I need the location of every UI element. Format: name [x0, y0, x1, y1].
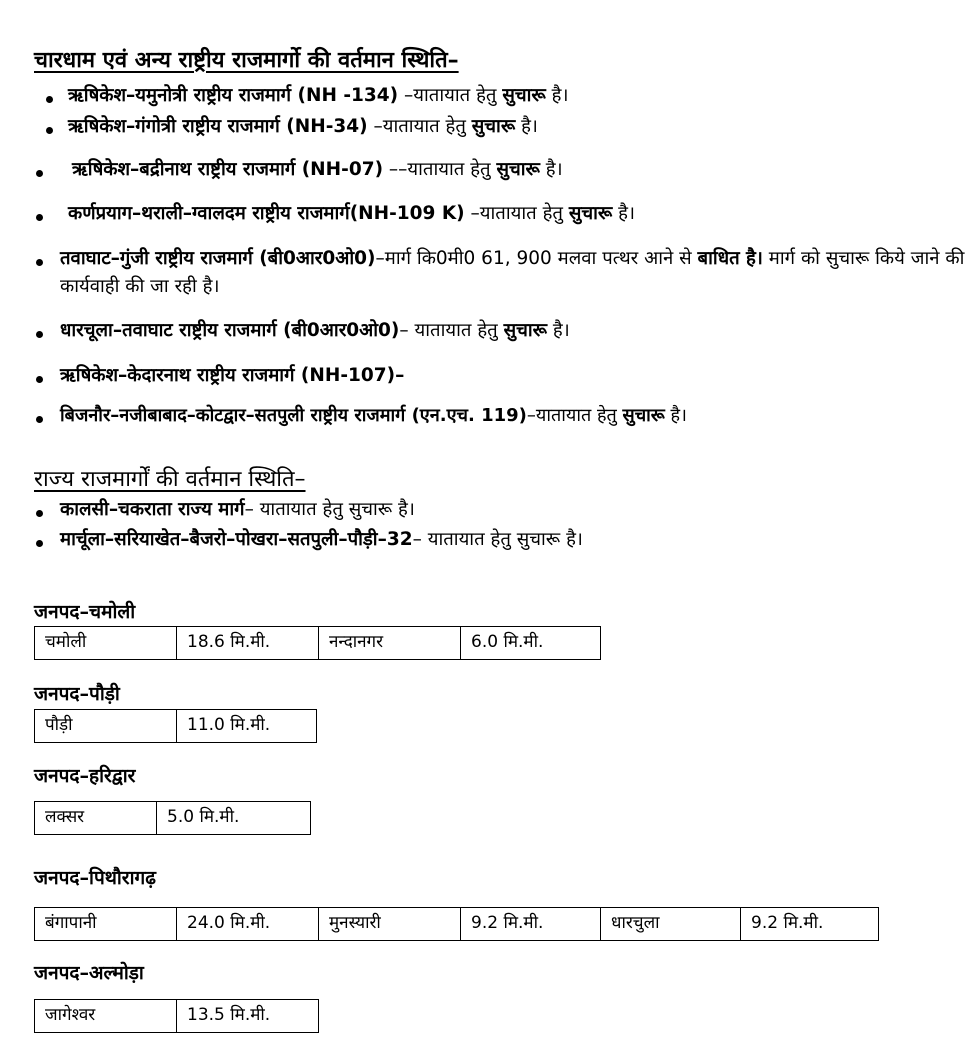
section-heading-state-highways: राज्य राजमार्गों की वर्तमान स्थिति– — [34, 467, 306, 492]
highway-name: ऋषिकेश–बद्रीनाथ राष्ट्रीय राजमार्ग (NH-07) — [72, 159, 384, 180]
station-cell: बंगापानी — [35, 908, 177, 941]
station-cell: मुनस्यारी — [319, 908, 461, 941]
bullet — [36, 416, 43, 423]
status-tail: है। — [545, 85, 569, 106]
status-tail: है। — [547, 320, 570, 341]
station-cell: पौड़ी — [35, 710, 177, 743]
highway-status-item — [68, 200, 635, 228]
station-cell: चमोली — [35, 627, 177, 660]
table-row — [35, 1000, 319, 1033]
status-text: – यातायात हेतु सुचारू है। — [412, 529, 583, 550]
status-value: सुचारू — [622, 405, 665, 426]
rainfall-value-cell: 5.0 मि.मी. — [157, 802, 311, 835]
status-text: –यातायात हेतु — [526, 405, 623, 426]
state-highway-status-item — [60, 526, 583, 554]
status-text: –यातायात हेतु — [398, 85, 503, 106]
district-label: जनपद–अल्मोड़ा — [34, 962, 144, 984]
highway-status-item — [72, 156, 563, 184]
status-tail: है। — [664, 405, 687, 426]
highway-status-item — [68, 82, 568, 110]
status-value: सुचारू — [568, 203, 613, 224]
highway-name: बिजनौर–नजीबाबाद–कोटद्वार–सतपुली राष्ट्रीय राजमार्ग (एन.एच. 119) — [60, 405, 527, 426]
bullet — [36, 540, 43, 547]
table-row — [35, 627, 601, 660]
highway-name: ऋषिकेश–यमुनोत्री राष्ट्रीय राजमार्ग (NH -134) — [68, 85, 399, 106]
status-value: सुचारू — [502, 85, 546, 106]
status-tail: है। — [515, 116, 538, 137]
rainfall-value-cell: 18.6 मि.मी. — [177, 627, 319, 660]
rainfall-table — [34, 626, 601, 660]
district-label: जनपद–चमोली — [34, 601, 136, 623]
status-text: –यातायात हेतु — [367, 116, 472, 137]
status-tail: है। — [539, 159, 563, 180]
rainfall-table — [34, 999, 319, 1033]
highway-status-item — [60, 362, 404, 390]
bullet — [36, 331, 43, 338]
bullet — [36, 510, 43, 517]
highway-status-item — [68, 113, 538, 141]
highway-name: मार्चूला–सरियाखेत–बैजरो–पोखरा–सतपुली–पौड़ी–32 — [60, 529, 413, 550]
status-tail: है। — [612, 203, 635, 224]
station-cell: नन्दानगर — [319, 627, 461, 660]
rainfall-table — [34, 907, 879, 941]
table-row — [35, 710, 317, 743]
rainfall-value-cell: 9.2 मि.मी. — [741, 908, 879, 941]
status-text: – यातायात हेतु सुचारू है। — [244, 499, 415, 520]
table-row — [35, 908, 879, 941]
highway-status-item — [60, 245, 965, 301]
rainfall-value-cell: 11.0 मि.मी. — [177, 710, 317, 743]
rainfall-value-cell: 9.2 मि.मी. — [461, 908, 601, 941]
table-row — [35, 802, 311, 835]
highway-name: तवाघाट–गुंजी राष्ट्रीय राजमार्ग (बी0आर0ओ0) — [60, 248, 376, 269]
highway-name: धारचूला–तवाघाट राष्ट्रीय राजमार्ग (बी0आर0ओ0) — [60, 320, 400, 341]
status-text: – यातायात हेतु — [399, 320, 504, 341]
status-value: सुचारू — [503, 320, 547, 341]
district-label: जनपद–पौड़ी — [34, 683, 120, 705]
highway-status-item — [60, 402, 687, 430]
highway-name: कर्णप्रयाग–थराली–ग्वालदम राष्ट्रीय राजमार्ग(NH-109 K) — [68, 203, 465, 224]
bullet — [36, 376, 43, 383]
station-cell: धारचुला — [601, 908, 741, 941]
status-text: –यातायात हेतु — [464, 203, 569, 224]
rainfall-value-cell: 24.0 मि.मी. — [177, 908, 319, 941]
station-cell: लक्सर — [35, 802, 157, 835]
state-highway-status-item — [60, 496, 415, 524]
section-heading-national-highways: चारधाम एवं अन्य राष्ट्रीय राजमार्गो की वर्तमान स्थिति– — [34, 48, 459, 73]
status-text: ––यातायात हेतु — [383, 159, 497, 180]
status-value: सुचारू — [496, 159, 540, 180]
status-value: बाधित है। — [697, 248, 763, 269]
status-value: सुचारू — [471, 116, 516, 137]
highway-name: ऋषिकेश–केदारनाथ राष्ट्रीय राजमार्ग (NH-107)– — [60, 365, 405, 386]
rainfall-table — [34, 801, 311, 835]
station-cell: जागेश्वर — [35, 1000, 177, 1033]
highway-name: कालसी–चकराता राज्य मार्ग — [60, 499, 245, 520]
bullet — [36, 214, 43, 221]
district-label: जनपद–पिथौरागढ़ — [34, 867, 156, 889]
highway-status-item — [60, 317, 570, 345]
bullet — [36, 259, 43, 266]
district-label: जनपद–हरिद्वार — [34, 765, 136, 787]
status-text: –मार्ग कि0मी0 61, 900 मलवा पत्थर आने से — [375, 248, 698, 269]
bullet — [46, 96, 53, 103]
bullet — [36, 170, 43, 177]
status-tail: मार्ग को सुचारू किये जाने की कार्यवाही की जा रही है। — [60, 248, 965, 297]
highway-name: ऋषिकेश–गंगोत्री राष्ट्रीय राजमार्ग (NH-34) — [68, 116, 368, 137]
rainfall-table — [34, 709, 317, 743]
rainfall-value-cell: 6.0 मि.मी. — [461, 627, 601, 660]
rainfall-value-cell: 13.5 मि.मी. — [177, 1000, 319, 1033]
bullet — [46, 127, 53, 134]
